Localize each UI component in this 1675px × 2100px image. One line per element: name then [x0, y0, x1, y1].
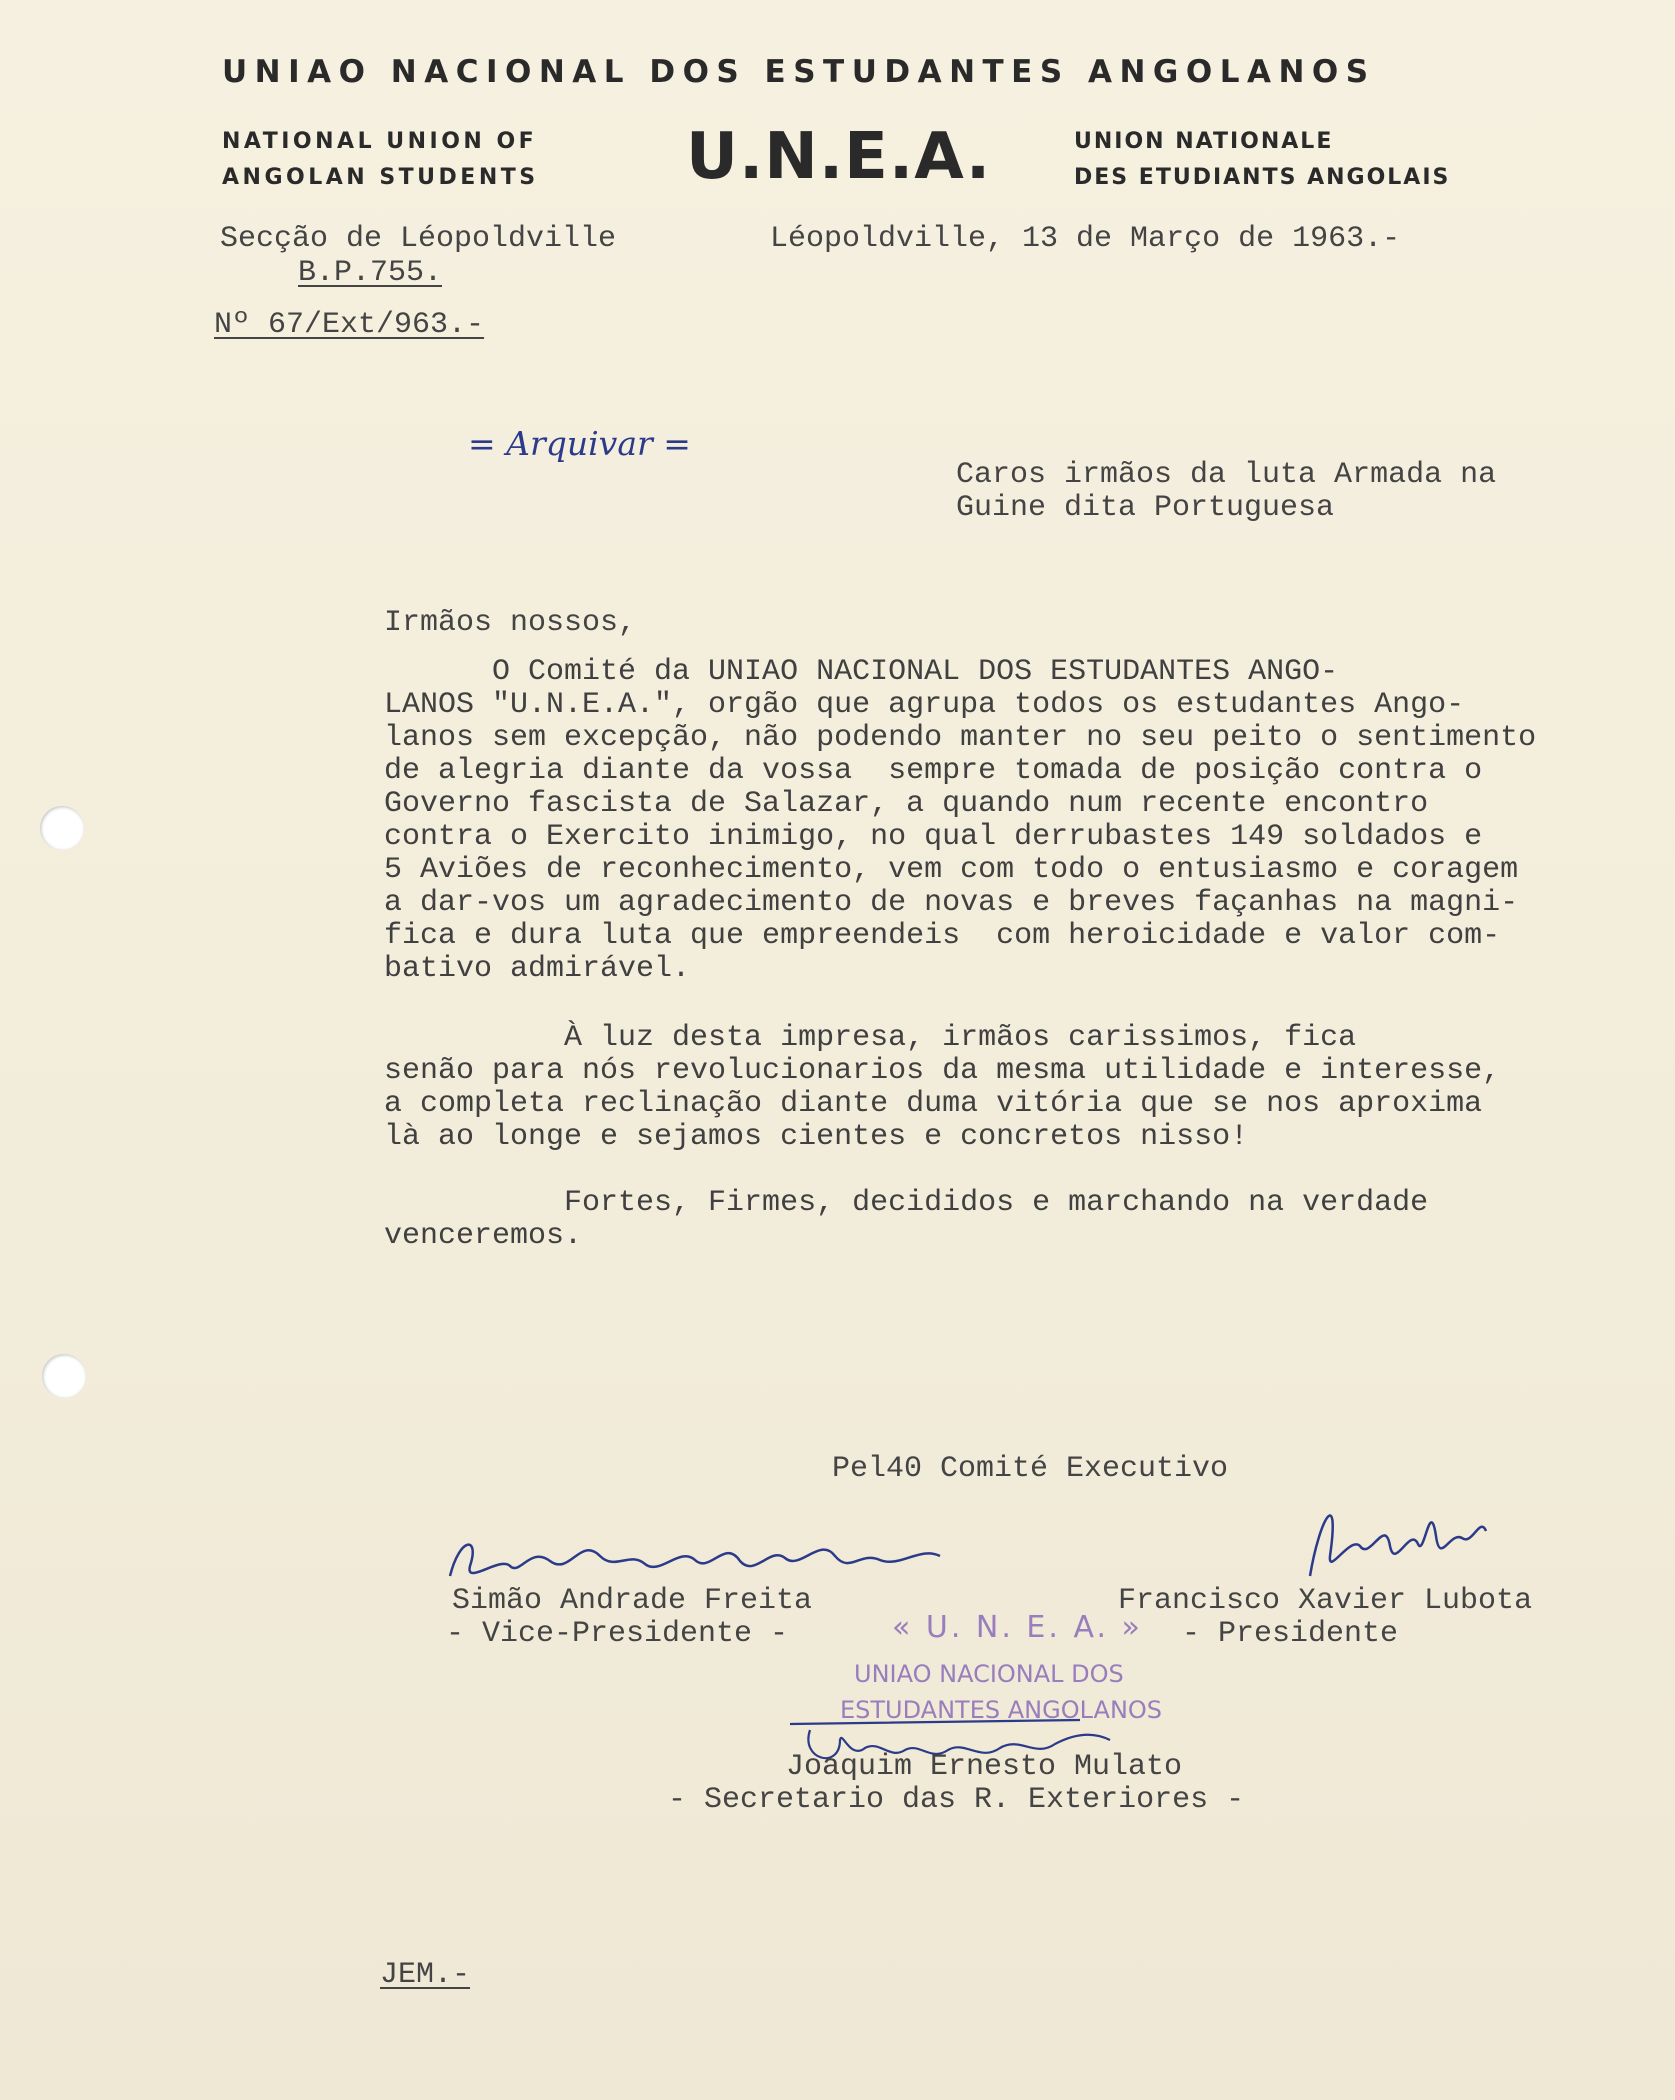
- signatory-name: Joaquim Ernesto Mulato: [786, 1750, 1183, 1784]
- text-line: Governo fascista de Salazar, a quando num recente encontro: [384, 787, 1429, 821]
- text-line: À luz desta impresa, irmãos carissimos, fica: [384, 1021, 1357, 1055]
- stamp-line-1: « U. N. E. A. »: [892, 1610, 1143, 1645]
- recipient-line-1: Caros irmãos da luta Armada na: [956, 458, 1497, 492]
- signatory-role: - Presidente: [1182, 1617, 1399, 1651]
- body-paragraph-3: [384, 1187, 1674, 1253]
- letterhead-french: UNION NATIONALE DES ETUDIANTS ANGOLAIS: [1074, 129, 1451, 190]
- body-paragraph-1: [384, 656, 1674, 986]
- handwritten-annotation: = Arquivar =: [468, 424, 691, 463]
- text-line: LANOS "U.N.E.A.", orgão que agrupa todos os estudantes Ango-: [384, 688, 1465, 722]
- text-line: venceremos.: [384, 1219, 583, 1253]
- text-line: fica e dura luta que empreendeis com heroicidade e valor com-: [384, 919, 1501, 953]
- sender-po-box: B.P.755.: [298, 256, 443, 290]
- punch-hole: [40, 806, 84, 850]
- text-line: bativo admirável.: [384, 952, 691, 986]
- text-line: Fortes, Firmes, decididos e marchando na verdade: [384, 1186, 1429, 1220]
- signatory-role: - Secretario das R. Exteriores -: [668, 1783, 1245, 1817]
- letterhead-title: UNIAO NACIONAL DOS ESTUDANTES ANGOLANOS: [222, 54, 1376, 90]
- text-line: de alegria diante da vossa sempre tomada de posição contra o: [384, 754, 1483, 788]
- stamp-line-3: ESTUDANTES ANGOLANOS: [840, 1696, 1163, 1724]
- signature-president: [1290, 1476, 1550, 1596]
- text-line: contra o Exercito inimigo, no qual derrubastes 149 soldados e: [384, 820, 1483, 854]
- text-line: 5 Aviões de reconhecimento, vem com todo o entusiasmo e coragem: [384, 853, 1519, 887]
- salutation: Irmãos nossos,: [384, 606, 637, 640]
- letterhead-logo: U.N.E.A.: [686, 120, 992, 194]
- signatory-name: Francisco Xavier Lubota: [1118, 1584, 1533, 1618]
- typist-initials: JEM.-: [380, 1958, 471, 1992]
- closing-line: Pel40 Comité Executivo: [832, 1452, 1229, 1486]
- signatory-name: Simão Andrade Freita: [452, 1584, 813, 1618]
- letterhead-english: NATIONAL UNION OF ANGOLAN STUDENTS: [222, 129, 539, 190]
- sender-section: Secção de Léopoldville: [220, 222, 617, 256]
- signatory-role: - Vice-Presidente -: [446, 1617, 789, 1651]
- stamp-line-2: UNIAO NACIONAL DOS: [854, 1660, 1124, 1688]
- text-line: O Comité da UNIAO NACIONAL DOS ESTUDANTES ANGO-: [384, 655, 1339, 689]
- recipient-line-2: Guine dita Portuguesa: [956, 491, 1335, 525]
- text-line: a dar-vos um agradecimento de novas e breves façanhas na magni-: [384, 886, 1519, 920]
- text-line: là ao longe e sejamos cientes e concretos nisso!: [384, 1120, 1249, 1154]
- text-line: lanos sem excepção, não podendo manter no seu peito o sentimento: [384, 721, 1537, 755]
- date-line: Léopoldville, 13 de Março de 1963.-: [770, 222, 1401, 256]
- text-line: a completa reclinação diante duma vitória que se nos aproxima: [384, 1087, 1483, 1121]
- text-line: senão para nós revolucionarios da mesma utilidade e interesse,: [384, 1054, 1501, 1088]
- body-paragraph-2: [384, 1022, 1674, 1154]
- punch-hole: [42, 1354, 86, 1398]
- reference-number: Nº 67/Ext/963.-: [214, 308, 485, 342]
